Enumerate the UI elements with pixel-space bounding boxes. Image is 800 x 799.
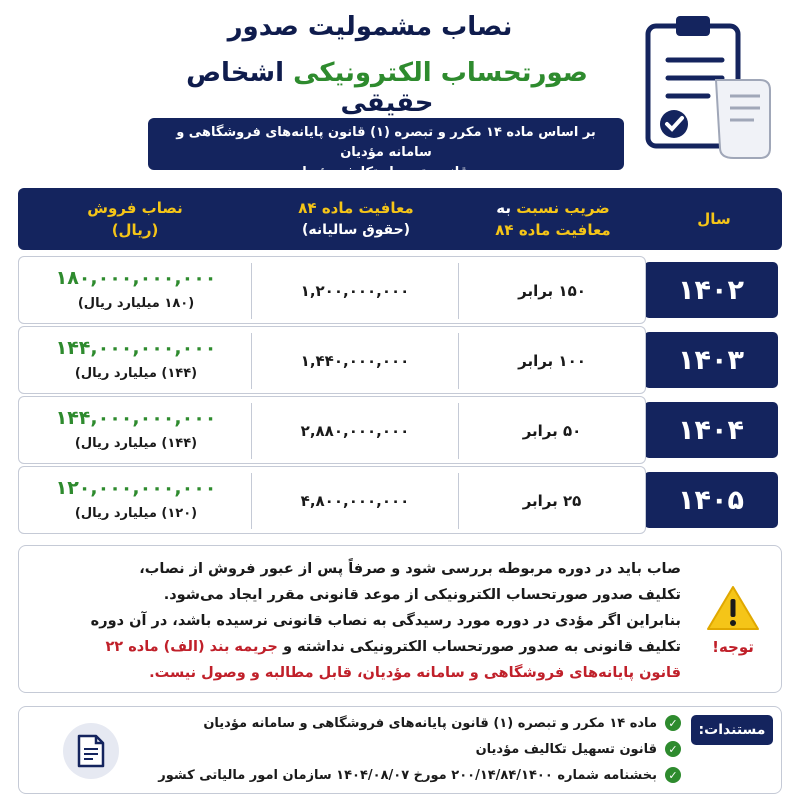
document-icon (63, 723, 119, 779)
sales-amount: ۱۴۴,۰۰۰,۰۰۰,۰۰۰ (55, 337, 217, 359)
table-row (18, 326, 782, 394)
row-values-box (18, 466, 646, 534)
table-row (18, 396, 782, 464)
table-row (18, 466, 782, 534)
header-coef-line2: معافیت ماده ۸۴ (495, 221, 611, 239)
page-title: نصاب مشمولیت صدور (227, 12, 513, 42)
coef-cell: ۲۵ برابر (522, 492, 582, 510)
header-coef-tail: به (496, 199, 512, 217)
document-item-text: ماده ۱۴ مکرر و تبصره (۱) قانون پایانه‌های فروشگاهی و سامانه مؤدیان (203, 715, 657, 731)
sales-note: (۱۸۰ میلیارد ریال) (77, 296, 195, 311)
title-green-part: صورتحساب الکترونیکی (293, 58, 588, 88)
legal-basis-line1: بر اساس ماده ۱۴ مکرر و تبصره (۱) قانون پایانه‌های فروشگاهی و سامانه مؤدیان (176, 125, 596, 160)
document-item (203, 715, 681, 731)
sales-note: (۱۴۴) میلیارد ریال) (74, 436, 198, 451)
year-cell: ۱۴۰۵ (644, 472, 778, 528)
year-cell: ۱۴۰۴ (644, 402, 778, 458)
header-sales (18, 188, 252, 250)
header-sales-line1: نصاب فروش (87, 199, 183, 217)
header-exemption-line1: معافیت ماده ۸۴ (298, 199, 414, 217)
sales-note: (۱۲۰) میلیارد ریال) (74, 506, 198, 521)
header-exemption (252, 188, 460, 250)
sales-cell (19, 327, 253, 395)
header-coefficient (460, 188, 646, 250)
warning-line-black-part: تکلیف قانونی به صدور صورتحساب الکترونیکی نداشته و (282, 639, 681, 655)
warning-line: صاب باید در دوره مربوطه بررسی شود و صرفاً پس از عبور فروش از نصاب، (139, 561, 681, 577)
warning-line-red-part: جریمه بند (الف) ماده ۲۲ (105, 639, 278, 655)
sales-amount: ۱۲۰,۰۰۰,۰۰۰,۰۰۰ (55, 477, 217, 499)
warning-box (18, 545, 782, 693)
coef-cell: ۱۵۰ برابر (518, 282, 586, 300)
row-values-box (18, 256, 646, 324)
warning-line: بنابراین اگر مؤدی در دوره مورد رسیدگی به نصاب قانونی نرسیده باشد، در آن دوره (90, 613, 681, 629)
warning-line: تکلیف صدور صورتحساب الکترونیکی از موعد قانونی مقرر ایجاد می‌شود. (163, 587, 681, 603)
check-circle-icon: ✓ (665, 715, 681, 731)
warning-badge (685, 546, 781, 694)
table-row (18, 256, 782, 324)
page-subtitle-title (152, 58, 622, 118)
check-circle-icon: ✓ (665, 767, 681, 783)
warning-line (25, 634, 681, 660)
exemption-cell: ۲,۸۸۰,۰۰۰,۰۰۰ (300, 422, 410, 440)
clipboard-check-icon (638, 8, 778, 168)
warning-triangle-icon (706, 584, 760, 632)
exemption-cell: ۱,۴۴۰,۰۰۰,۰۰۰ (300, 352, 410, 370)
coef-cell: ۵۰ برابر (522, 422, 582, 440)
document-item (476, 741, 681, 757)
document-item-text: قانون تسهیل تکالیف مؤدیان (475, 741, 657, 757)
header-exemption-line2: (حقوق سالیانه) (301, 222, 411, 238)
document-item-text: بخشنامه شماره ۲۰۰/۱۴/۸۴/۱۴۰۰ مورخ ۱۴۰۴/۰۸/۰۷ سازمان امور مالیاتی کشور (158, 767, 657, 783)
warning-text (25, 556, 681, 686)
exemption-cell: ۴,۸۰۰,۰۰۰,۰۰۰ (300, 492, 410, 510)
warning-line: قانون پایانه‌های فروشگاهی و سامانه مؤدیان، قابل مطالبه و وصول نیست. (149, 665, 681, 681)
sales-cell (19, 397, 253, 465)
table-header (18, 188, 782, 250)
sales-cell (19, 257, 253, 325)
sales-amount: ۱۴۴,۰۰۰,۰۰۰,۰۰۰ (55, 407, 217, 429)
row-values-box (18, 326, 646, 394)
sales-note: (۱۴۴) میلیارد ریال) (74, 366, 198, 381)
warning-label: توجه! (712, 638, 754, 656)
coef-cell: ۱۰۰ برابر (518, 352, 586, 370)
sales-cell (19, 467, 253, 535)
document-item (158, 767, 681, 783)
row-values-box (18, 396, 646, 464)
exemption-cell: ۱,۲۰۰,۰۰۰,۰۰۰ (300, 282, 410, 300)
documents-box (18, 706, 782, 794)
header-coef-line1: ضریب نسبت (516, 199, 610, 217)
documents-label: مستندات: (691, 715, 773, 745)
title-navy-part: اشخاص حقیقی (186, 58, 434, 118)
header-year (646, 188, 782, 250)
year-cell: ۱۴۰۳ (644, 332, 778, 388)
sales-amount: ۱۸۰,۰۰۰,۰۰۰,۰۰۰ (55, 267, 217, 289)
check-circle-icon: ✓ (665, 741, 681, 757)
legal-basis-line2: و قانون تسهیل تکلیف مؤدیان (291, 165, 481, 180)
header-year-label: سال (697, 210, 731, 228)
legal-basis-box (148, 118, 624, 180)
year-cell: ۱۴۰۲ (644, 262, 778, 318)
header-sales-line2: (ریال) (111, 221, 159, 239)
